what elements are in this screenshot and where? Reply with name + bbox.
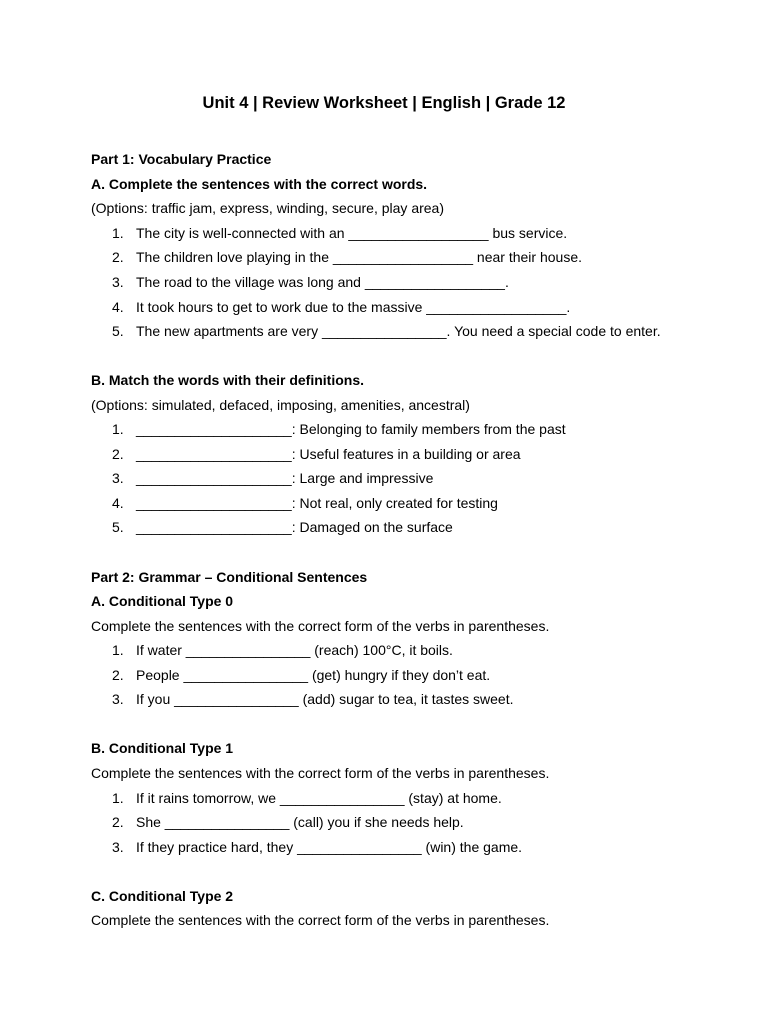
item-text: The new apartments are very ________________. You need a special code to enter. [136,323,661,339]
item-text: If it rains tomorrow, we ________________ (stay) at home. [136,790,502,806]
list-item [112,224,567,242]
item-text: The road to the village was long and __________________. [136,274,509,290]
item-number: 3. [112,470,124,486]
item-text: ____________________: Useful features in a building or area [136,446,521,462]
item-text: ____________________: Large and impressive [136,470,434,486]
list-item [112,838,522,856]
item-number: 1. [112,790,124,806]
list-item [112,420,566,438]
part1-section-a-options: (Options: traffic jam, express, winding, secure, play area) [91,200,445,216]
list-item [112,469,433,487]
item-text: People ________________ (get) hungry if they don’t eat. [136,667,491,683]
part1-section-b-heading: B. Match the words with their definitions. [91,372,365,388]
item-number: 5. [112,323,124,339]
item-text: She ________________ (call) you if she needs help. [136,814,464,830]
list-item [112,298,570,316]
item-number: 3. [112,274,124,290]
part2-section-b-heading: B. Conditional Type 1 [91,740,234,756]
item-text: ____________________: Belonging to family members from the past [136,421,566,437]
part1-heading: Part 1: Vocabulary Practice [91,151,272,167]
item-number: 3. [112,691,124,707]
item-number: 1. [112,421,124,437]
part2-section-c-heading: C. Conditional Type 2 [91,888,234,904]
list-item [112,445,521,463]
worksheet-title: Unit 4 | Review Worksheet | English | Grade 12 [202,94,566,112]
item-number: 2. [112,667,124,683]
item-number: 2. [112,249,124,265]
item-text: ____________________: Damaged on the surface [136,519,453,535]
list-item [112,518,453,536]
part2-section-a-heading: A. Conditional Type 0 [91,593,234,609]
part2-section-c-instruction: Complete the sentences with the correct form of the verbs in parentheses. [91,912,550,928]
list-item [112,789,502,807]
item-number: 5. [112,519,124,535]
part2-section-a-instruction: Complete the sentences with the correct form of the verbs in parentheses. [91,618,550,634]
item-number: 1. [112,642,124,658]
item-number: 1. [112,225,124,241]
item-text: The children love playing in the __________________ near their house. [136,249,583,265]
list-item [112,690,513,708]
item-number: 2. [112,446,124,462]
item-text: If water ________________ (reach) 100°C, it boils. [136,642,453,658]
part2-heading: Part 2: Grammar – Conditional Sentences [91,569,368,585]
part2-section-b-instruction: Complete the sentences with the correct form of the verbs in parentheses. [91,765,550,781]
list-item [112,813,464,831]
list-item [112,322,661,340]
list-item [112,666,490,684]
item-text: If they practice hard, they ________________ (win) the game. [136,839,523,855]
list-item [112,494,498,512]
list-item [112,273,509,291]
item-number: 4. [112,495,124,511]
item-number: 3. [112,839,124,855]
item-number: 2. [112,814,124,830]
part1-section-a-heading: A. Complete the sentences with the correct words. [91,176,428,192]
item-text: The city is well-connected with an __________________ bus service. [136,225,568,241]
item-number: 4. [112,299,124,315]
item-text: It took hours to get to work due to the massive __________________. [136,299,571,315]
part1-section-b-options: (Options: simulated, defaced, imposing, amenities, ancestral) [91,397,470,413]
list-item [112,248,582,266]
item-text: If you ________________ (add) sugar to tea, it tastes sweet. [136,691,514,707]
item-text: ____________________: Not real, only created for testing [136,495,498,511]
list-item [112,641,453,659]
